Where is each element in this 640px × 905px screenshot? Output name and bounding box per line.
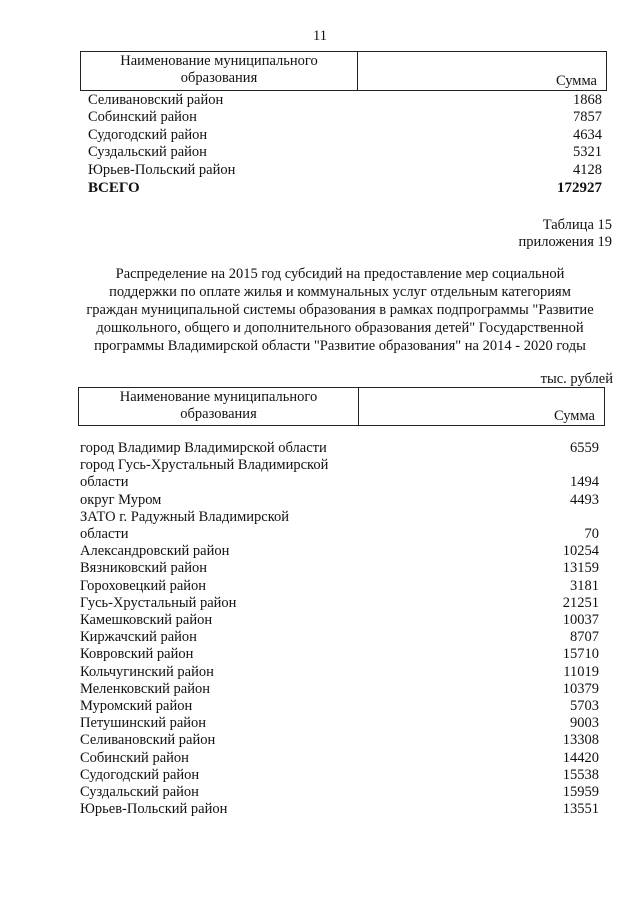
main-header-name-line2: образования	[180, 406, 257, 422]
row-name: Селивановский район	[88, 92, 224, 108]
row-name: Суздальский район	[80, 784, 199, 800]
table-label-line1: Таблица 15	[542, 217, 612, 233]
table-row	[80, 612, 599, 629]
total-value: 172927	[557, 180, 602, 196]
row-value: 3181	[570, 577, 599, 594]
table-row	[88, 144, 602, 161]
row-name: Камешковский район	[80, 612, 213, 628]
row-value: 8707	[570, 629, 599, 646]
row-name: Юрьев-Польский район	[88, 161, 236, 178]
table-row	[88, 162, 602, 179]
row-name: Кольчугинский район	[80, 663, 214, 680]
row-value: 5321	[573, 144, 602, 161]
row-value: 13551	[562, 801, 599, 818]
row-value: 4128	[573, 161, 602, 178]
row-name: Селивановский район	[80, 732, 216, 749]
table-row	[80, 646, 599, 663]
heading-line: программы Владимирской области "Развитие образования" на 2014 - 2020 годы	[94, 338, 586, 354]
row-name: Юрьев-Польский район	[80, 801, 228, 818]
table-row	[88, 127, 602, 144]
row-value: 6559	[570, 440, 599, 456]
row-name: Ковровский район	[80, 646, 194, 663]
row-value: 10254	[562, 543, 599, 560]
row-name: Судогодский район	[88, 126, 208, 143]
unit-label: тыс. рублей	[540, 371, 613, 387]
table-label	[519, 217, 612, 251]
table-label-line2: приложения 19	[518, 234, 612, 250]
row-value: 1494	[570, 474, 599, 491]
row-name: Гороховецкий район	[80, 577, 207, 594]
total-label: ВСЕГО	[88, 180, 140, 196]
table-row	[80, 509, 599, 543]
table-row	[80, 629, 599, 646]
row-name: Александровский район	[80, 543, 230, 560]
top-header-name-line1: Наименование муниципального	[120, 53, 318, 69]
row-name: Судогодский район	[80, 766, 200, 783]
page-number: 11	[313, 28, 327, 44]
table-row	[80, 681, 599, 698]
row-name: ЗАТО г. Радужный Владимирской области	[80, 508, 290, 542]
row-value: 15538	[562, 766, 599, 783]
row-name: Петушинский район	[80, 715, 207, 732]
main-table-header	[78, 387, 605, 426]
top-header-sum-cell	[358, 52, 606, 90]
row-value: 7857	[573, 109, 602, 126]
heading-line: поддержки по оплате жилья и коммунальных услуг отдельным категориям	[109, 284, 571, 300]
row-value: 14420	[562, 749, 599, 766]
row-value: 1868	[573, 92, 602, 108]
document-heading	[70, 265, 610, 355]
row-value: 5703	[570, 698, 599, 714]
table-row	[80, 801, 599, 818]
row-name: Собинский район	[80, 749, 189, 766]
row-name: Вязниковский район	[80, 560, 207, 577]
row-name: Собинский район	[88, 109, 197, 126]
table-row	[88, 109, 602, 126]
row-name: Меленковский район	[80, 680, 210, 697]
table-row	[80, 578, 599, 595]
table-row	[80, 767, 599, 784]
row-value: 9003	[570, 715, 599, 732]
row-value: 10379	[562, 680, 599, 697]
heading-line: дошкольного, общего и дополнительного образования детей" Государственной	[96, 320, 584, 336]
table-row	[80, 457, 599, 491]
main-header-sum-cell	[359, 388, 604, 425]
row-value: 13159	[562, 560, 599, 577]
heading-line: Распределение на 2015 год субсидий на предоставление мер социальной	[115, 266, 565, 282]
top-header-name-cell	[81, 52, 358, 90]
row-value: 13308	[562, 732, 599, 749]
top-header-name-line2: образования	[180, 70, 258, 86]
row-value: 70	[584, 525, 599, 542]
heading-line: граждан муниципальной системы образования в рамках подпрограммы "Развитие	[86, 302, 594, 318]
table-row	[80, 492, 599, 509]
table-row	[80, 698, 599, 715]
table-row	[80, 440, 599, 457]
table-row	[80, 732, 599, 749]
table-row	[80, 595, 599, 612]
row-value: 10037	[562, 612, 599, 628]
row-name: Гусь-Хрустальный район	[80, 594, 237, 611]
row-name: город Гусь-Хрустальный Владимирской области	[80, 457, 329, 491]
row-name: Муромский район	[80, 698, 193, 714]
row-name: Киржачский район	[80, 629, 197, 646]
row-value: 11019	[563, 663, 599, 680]
table-row	[80, 715, 599, 732]
row-name: город Владимир Владимирской области	[80, 440, 327, 456]
row-name: Суздальский район	[88, 144, 207, 161]
table-row	[80, 664, 599, 681]
table-row	[80, 784, 599, 801]
row-value: 4634	[573, 126, 602, 143]
top-table-header	[80, 51, 607, 91]
table-row	[80, 560, 599, 577]
table-row	[80, 543, 599, 560]
main-header-name-line1: Наименование муниципального	[119, 389, 318, 405]
table-row	[88, 92, 602, 109]
table-row	[80, 750, 599, 767]
main-header-sum-label: Сумма	[553, 408, 595, 424]
main-header-name-cell	[79, 388, 359, 425]
row-value: 15959	[562, 784, 599, 800]
row-name: округ Муром	[80, 491, 162, 508]
row-value: 21251	[562, 594, 599, 611]
row-value: 4493	[570, 491, 599, 508]
top-header-sum-label: Сумма	[555, 73, 597, 89]
total-row	[88, 180, 602, 197]
row-value: 15710	[562, 646, 599, 663]
